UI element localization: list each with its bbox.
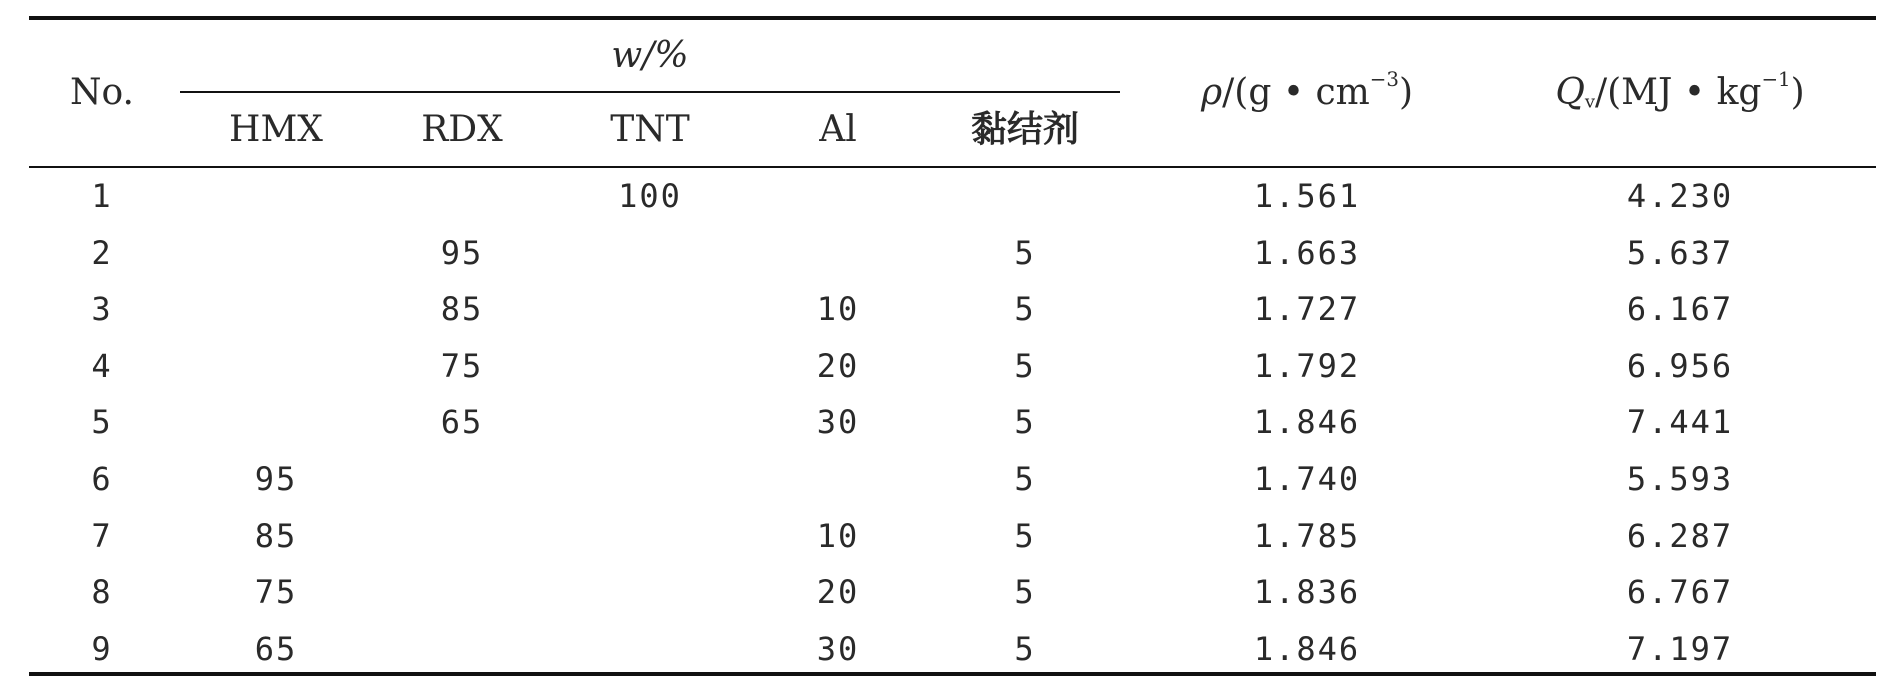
- heat-exponent: −1: [1761, 68, 1791, 92]
- cell-heat: 6.956: [1626, 346, 1734, 385]
- cell-no: 7: [91, 516, 113, 555]
- cell-heat: 7.197: [1626, 629, 1734, 668]
- header-no: No.: [70, 72, 134, 113]
- cell-density: 1.846: [1253, 403, 1361, 442]
- cell-no: 1: [91, 177, 113, 215]
- cell-heat: 6.167: [1626, 290, 1734, 329]
- cell-al: 30: [816, 629, 860, 668]
- header-al: Al: [819, 109, 857, 150]
- top-rule: [29, 16, 1876, 20]
- density-exponent: −3: [1369, 68, 1399, 92]
- header-group-mass-fraction: w/%: [611, 35, 689, 76]
- header-density: [1200, 68, 1414, 113]
- cell-no: 5: [91, 403, 113, 442]
- heat-unit-suffix: ): [1790, 72, 1805, 113]
- cell-binder: 5: [1014, 346, 1036, 385]
- cell-no: 2: [91, 233, 113, 272]
- header-rdx: RDX: [421, 109, 503, 150]
- cell-no: 6: [91, 460, 113, 498]
- cell-binder: 5: [1014, 629, 1036, 668]
- cell-hmx: 95: [254, 460, 298, 498]
- cell-binder: 5: [1014, 460, 1036, 498]
- density-symbol: ρ: [1200, 72, 1223, 113]
- cell-hmx: 65: [254, 629, 298, 668]
- cell-al: 20: [816, 346, 860, 385]
- cell-heat: 6.287: [1626, 516, 1734, 555]
- cell-heat: 7.441: [1626, 403, 1734, 442]
- cell-density: 1.846: [1253, 629, 1361, 668]
- cell-density: 1.792: [1253, 346, 1361, 385]
- cell-binder: 5: [1014, 403, 1036, 442]
- cell-hmx: 75: [254, 573, 298, 612]
- cell-density: 1.727: [1253, 290, 1361, 329]
- cell-rdx: 95: [440, 233, 484, 272]
- cell-tnt: 100: [618, 177, 682, 215]
- density-unit-suffix: ): [1398, 72, 1414, 113]
- cell-al: 30: [816, 403, 860, 442]
- density-unit-prefix: /(g • cm: [1222, 72, 1370, 113]
- header-hmx: HMX: [229, 109, 323, 150]
- cell-heat: 5.637: [1626, 233, 1734, 272]
- cell-binder: 5: [1014, 516, 1036, 555]
- cell-al: 10: [816, 290, 860, 329]
- cell-hmx: 85: [254, 516, 298, 555]
- cell-heat: 5.593: [1626, 460, 1734, 498]
- cell-no: 3: [91, 290, 113, 329]
- cell-density: 1.740: [1253, 460, 1361, 498]
- cell-density: 1.561: [1253, 177, 1361, 215]
- cell-heat: 6.767: [1626, 573, 1734, 612]
- header-binder: 黏结剂: [970, 109, 1080, 150]
- cell-binder: 5: [1014, 233, 1036, 272]
- heat-subscript: v: [1584, 91, 1596, 113]
- cell-al: 20: [816, 573, 860, 612]
- header-tnt: TNT: [610, 109, 690, 150]
- cell-binder: 5: [1014, 290, 1036, 329]
- heat-unit-prefix: /(MJ • kg: [1595, 72, 1762, 113]
- header-rule: [29, 166, 1876, 168]
- cell-heat: 4.230: [1626, 177, 1734, 215]
- cell-density: 1.663: [1253, 233, 1361, 272]
- cell-rdx: 75: [440, 346, 484, 385]
- cell-no: 8: [91, 573, 113, 612]
- cell-no: 4: [91, 346, 113, 385]
- bottom-rule: [29, 672, 1876, 676]
- cell-rdx: 85: [440, 290, 484, 329]
- cell-binder: 5: [1014, 573, 1036, 612]
- header-heat: [1555, 68, 1805, 113]
- group-underline: [180, 91, 1120, 93]
- cell-density: 1.785: [1253, 516, 1361, 555]
- cell-no: 9: [91, 629, 113, 668]
- cell-al: 10: [816, 516, 860, 555]
- cell-density: 1.836: [1253, 573, 1361, 612]
- cell-rdx: 65: [440, 403, 484, 442]
- heat-symbol: Q: [1555, 72, 1585, 113]
